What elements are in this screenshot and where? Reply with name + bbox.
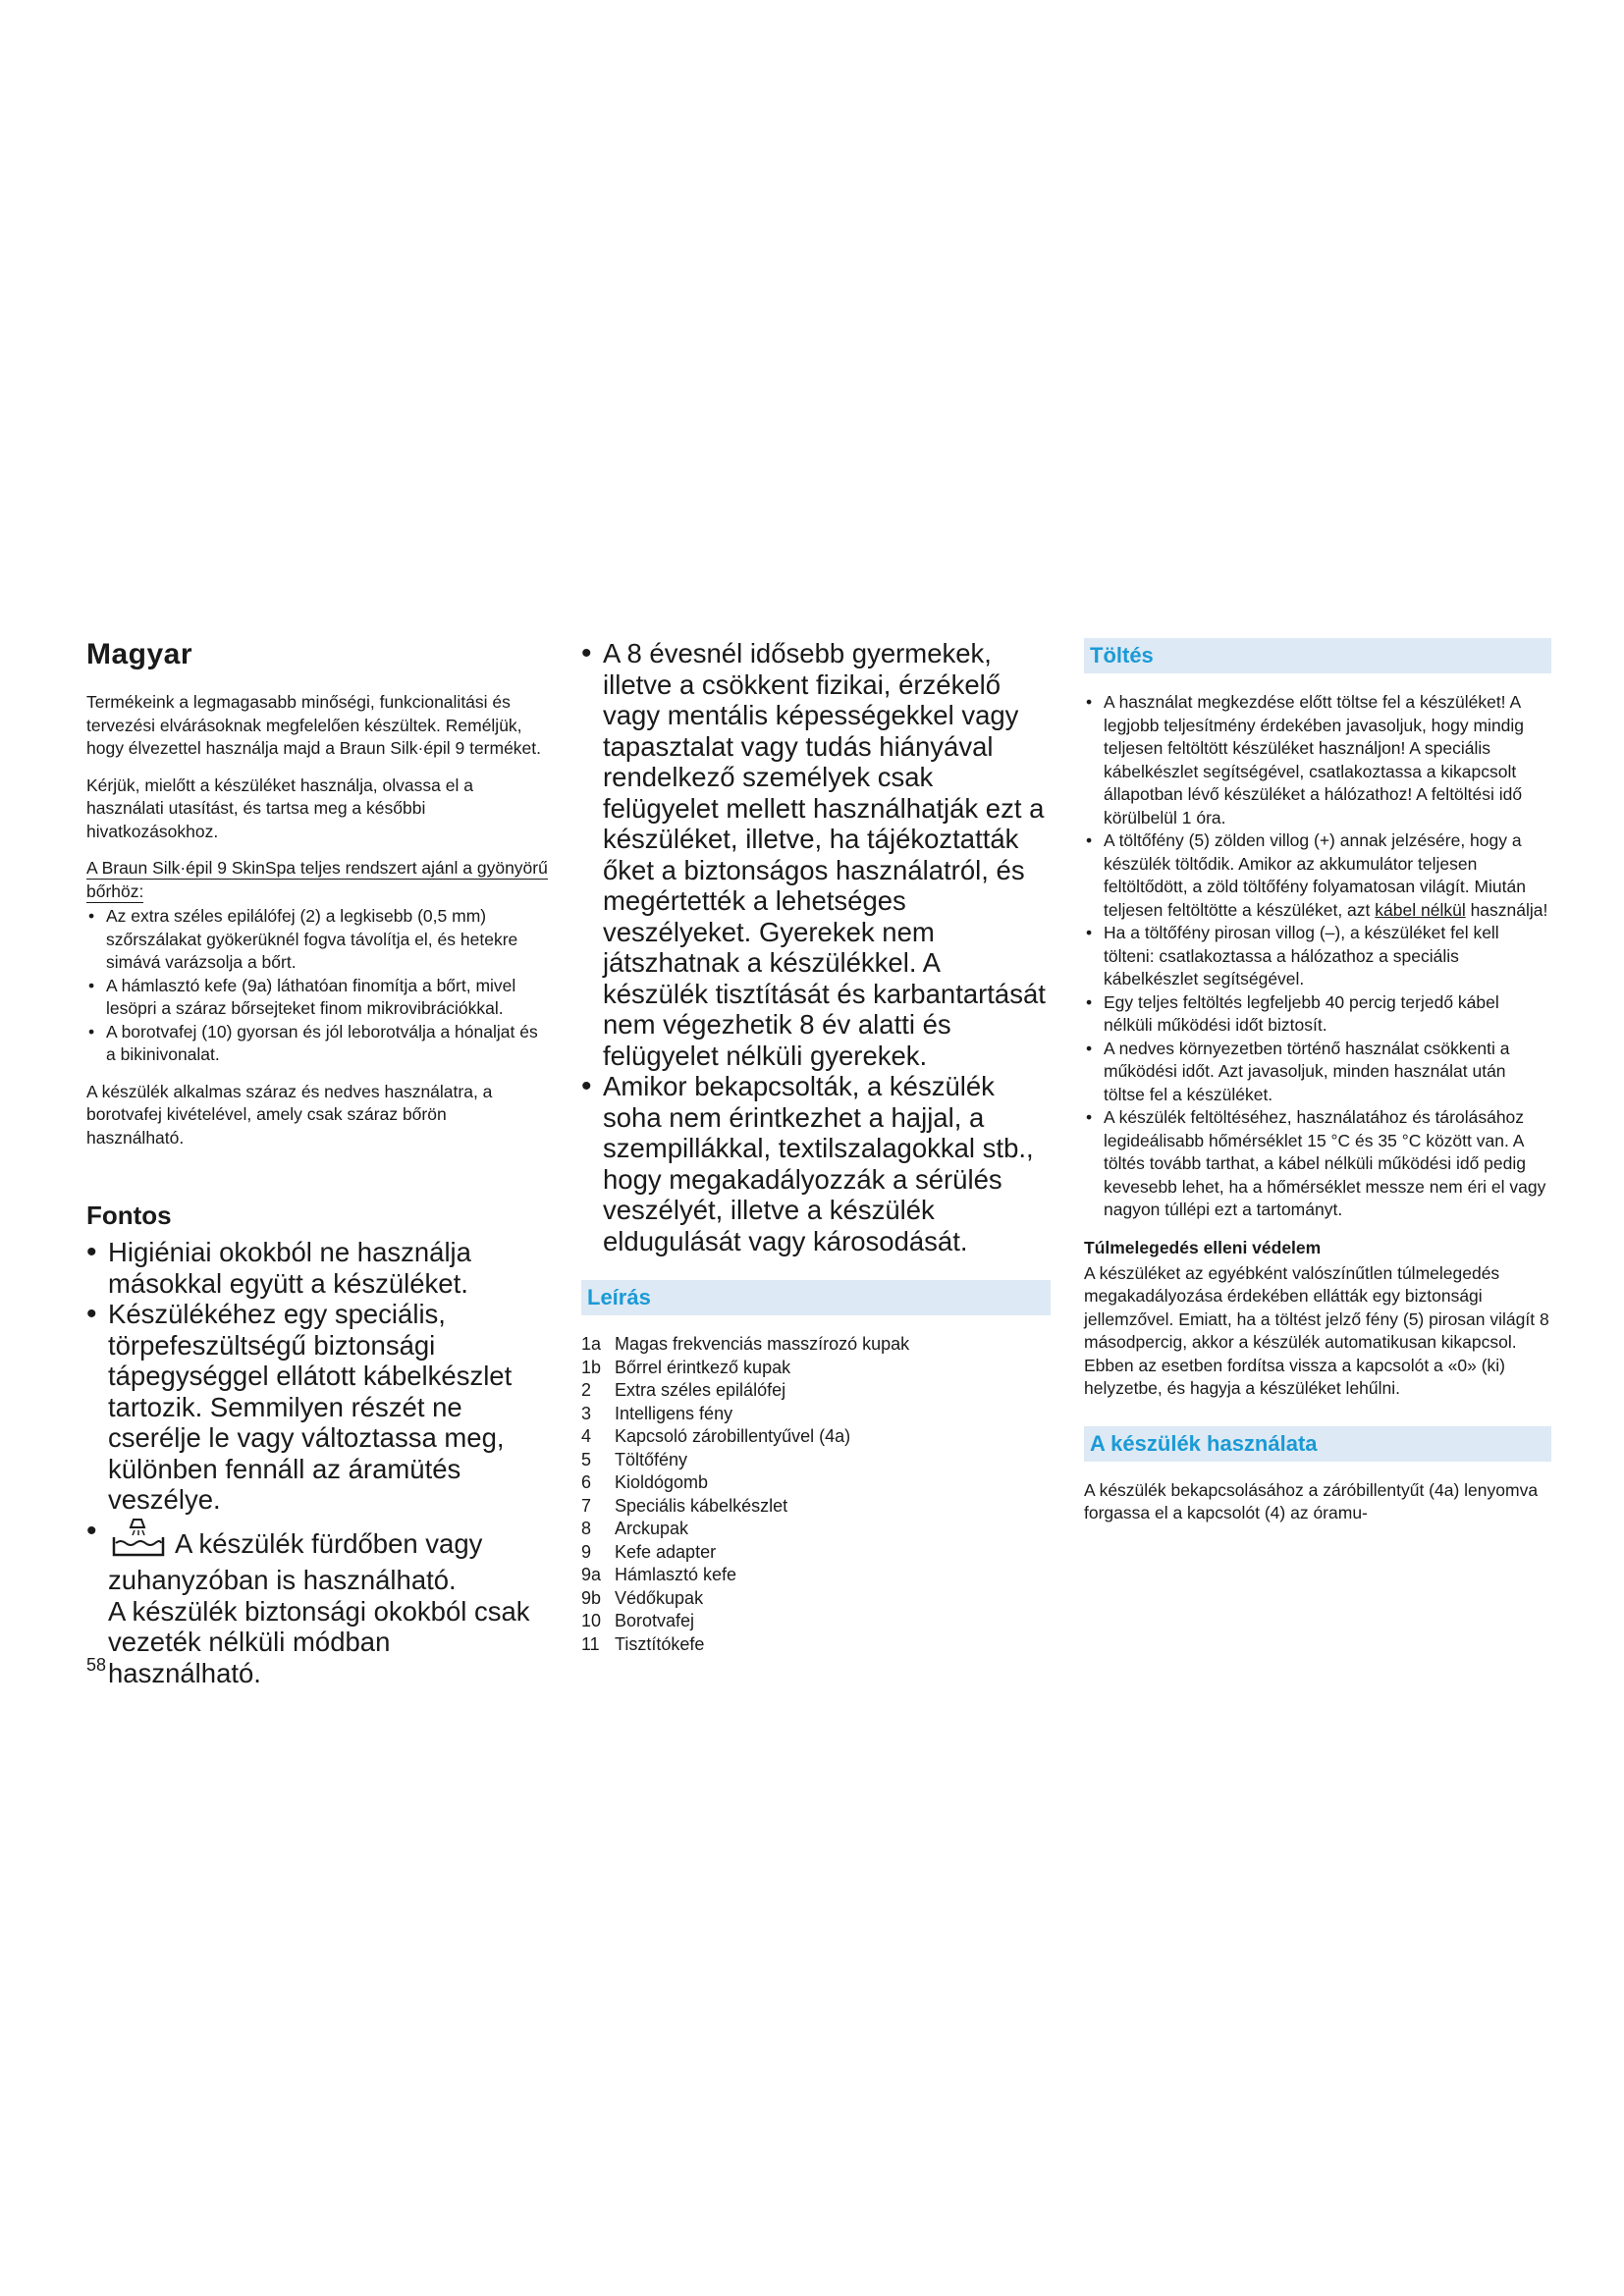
overheat-paragraph: A készüléket az egyébként valószínűtlen túlmelegedés megakadályozása érdekében ellátták egy biztonsági jellemzővel. Emiatt, ha a töltést jelző fény (5) pirosan világít 8 másodpercig, akkor a készülék automatikusan kikapcsol. Ebben az esetben fordítsa vissza a kapcsolót a «0» (ki) helyzetbe, és hagyja a készüléket lehűlni. [1084, 1262, 1549, 1398]
part-item: 9 Kefe adapter [581, 1541, 717, 1562]
section-header-charging: Töltés [1084, 638, 1551, 673]
part-item: 9b Védőkupak [581, 1587, 704, 1608]
list-item: • Ha a töltőfény pirosan villog (–), a készüléket fel kell tölteni: csatlakoztassa a hálózathoz a speciális kábelkészlet segítségével. [1084, 922, 1551, 991]
list-item: • A készülék feltöltéséhez, használatához és tárolásához legideálisabb hőmérséklet 15 °C és 35 °C között van. A töltés tovább tarthat, a kábel nélküli működési idő pedig kevesebb lehet, ha a hőmérséklet messze nem éri el vagy nagyon túllépi ezt a tartományt. [1084, 1106, 1551, 1222]
part-item: 5 Töltőfény [581, 1449, 688, 1469]
system-heading [86, 857, 548, 903]
column-right [1084, 638, 1551, 1539]
bath-shower-icon [108, 1516, 169, 1566]
important-heading: Fontos [86, 1201, 172, 1230]
bath-text: A készülék fürdőben vagy zuhanyzóban is használható. [108, 1527, 483, 1595]
intro-paragraph-1: Termékeink a legmagasabb minőségi, funkcionalitási és tervezési elvárásoknak megfelelően készültek. Reméljük, hogy élvezettel használja majd a Braun Silk·épil 9 terméket. [86, 692, 542, 758]
system-heading-text: A Braun Silk·épil 9 SkinSpa teljes rendszert ajánl a gyönyörű bőrhöz: [86, 858, 548, 901]
list-item: • A töltőfény (5) zölden villog (+) annak jelzésére, hogy a készülék töltődik. Amikor az akkumulátor teljesen feltöltődött, a zöld töltőfény folyamatosan világít. Miután teljesen feltöltötte a készüléket, azt kábel nélkül használja! [1084, 829, 1551, 922]
system-list [86, 905, 548, 1067]
list-item: • A nedves környezetben történő használat csökkenti a működési időt. Azt javasoljuk, minden használat után töltse fel a készüléket. [1084, 1038, 1551, 1107]
part-item: 2 Extra széles epilálófej [581, 1380, 786, 1400]
part-item: 1b Bőrrel érintkező kupak [581, 1357, 791, 1377]
part-item: 9a Hámlasztó kefe [581, 1565, 737, 1584]
important-list [86, 1237, 548, 1596]
list-item: • A 8 évesnél idősebb gyermekek, illetve a csökkent fizikai, érzékelő vagy mentális képességekkel vagy tapasztalat vagy tudás hiányával rendelkező személyek csak felügyelet mellett használhatják ezt a készüléket, illetve, ha tájékoztatták őket a biztonságos használatról, és megértették a lehetséges veszélyeket. Gyerekek nem játszhatnak a készülékkel. A készülék tisztítását és karbantartását nem végezhetik 8 év alatti és felügyelet nélküli gyerekek. [581, 638, 1051, 1071]
charging-list [1084, 691, 1551, 1222]
overheat-heading: Túlmelegedés elleni védelem [1084, 1237, 1322, 1257]
part-item: 8 Arckupak [581, 1519, 689, 1538]
list-item: • Egy teljes feltöltés legfeljebb 40 percig terjedő kábel nélküli működési időt biztosít. [1084, 991, 1551, 1038]
list-item: • Készülékéhez egy speciális, törpefeszültségű biztonsági tápegységgel ellátott kábelkészlet tartozik. Semmilyen részét ne cserélje le vagy változtassa meg, különben fennáll az áramütés veszélye. [86, 1299, 548, 1516]
list-item: • A borotvafej (10) gyorsan és jól leborotválja a hónaljat és a bikinivonalat. [86, 1021, 548, 1067]
safety-list [581, 638, 1051, 1256]
list-item: • Higiéniai okokból ne használja másokkal együtt a készüléket. [86, 1237, 548, 1299]
part-item: 7 Speciális kábelkészlet [581, 1495, 788, 1516]
usage-paragraph: A készülék bekapcsolásához a záróbillentyűt (4a) lenyomva forgassa el a kapcsolót (4) az óramu- [1084, 1479, 1539, 1522]
list-item [86, 1516, 548, 1596]
part-item: 6 Kioldógomb [581, 1472, 709, 1492]
list-item: • Amikor bekapcsolták, a készülék soha nem érintkezhet a hajjal, a szempillákkal, textilszalagokkal stb., hogy megakadályozzák a sérülés veszélyét, illetve a készülék eldugulását vagy károsodását. [581, 1071, 1051, 1256]
list-item: • A használat megkezdése előtt töltse fel a készüléket! A legjobb teljesítmény érdekében javasoljuk, hogy mindig teljesen feltöltött készüléket használjon! A speciális kábelkészlet segítségével, csatlakoztassa a kikapcsolt állapotban lévő készüléket a hálózathoz! A feltöltési idő körülbelül 1 óra. [1084, 691, 1551, 829]
page-title: Magyar [86, 638, 193, 670]
section-header-usage: A készülék használata [1084, 1426, 1551, 1462]
column-middle [581, 638, 1051, 1656]
part-item: 1a Magas frekvenciás masszírozó kupak [581, 1334, 910, 1354]
cordless-text: A készülék biztonsági okokból csak vezeték nélküli módban használható. [108, 1595, 530, 1688]
list-item: • A hámlasztó kefe (9a) láthatóan finomítja a bőrt, mivel lesöpri a száraz bőrsejteket finom mikrovibrációkkal. [86, 975, 548, 1021]
part-item: 3 Intelligens fény [581, 1403, 733, 1423]
list-item: • Az extra széles epilálófej (2) a legkisebb (0,5 mm) szőrszálakat gyökerüknél fogva távolítja el, és hetekre simává varázsolja a bőrt. [86, 905, 548, 975]
column-left [86, 638, 548, 1688]
page-number: 58 [86, 1655, 107, 1675]
section-header-description: Leírás [581, 1280, 1051, 1315]
part-item: 10 Borotvafej [581, 1611, 695, 1630]
wet-dry-paragraph: A készülék alkalmas száraz és nedves használatra, a borotvafej kivételével, amely csak száraz bőrön használható. [86, 1081, 493, 1148]
cordless-emphasis: kábel nélkül [1375, 899, 1466, 920]
parts-list [581, 1333, 1051, 1656]
part-item: 11 Tisztítókefe [581, 1633, 705, 1654]
part-item: 4 Kapcsoló zárobillentyűvel (4a) [581, 1426, 851, 1446]
intro-paragraph-2: Kérjük, mielőtt a készüléket használja, olvassa el a használati utasítást, és tartsa meg a későbbi hivatkozásokhoz. [86, 774, 473, 841]
